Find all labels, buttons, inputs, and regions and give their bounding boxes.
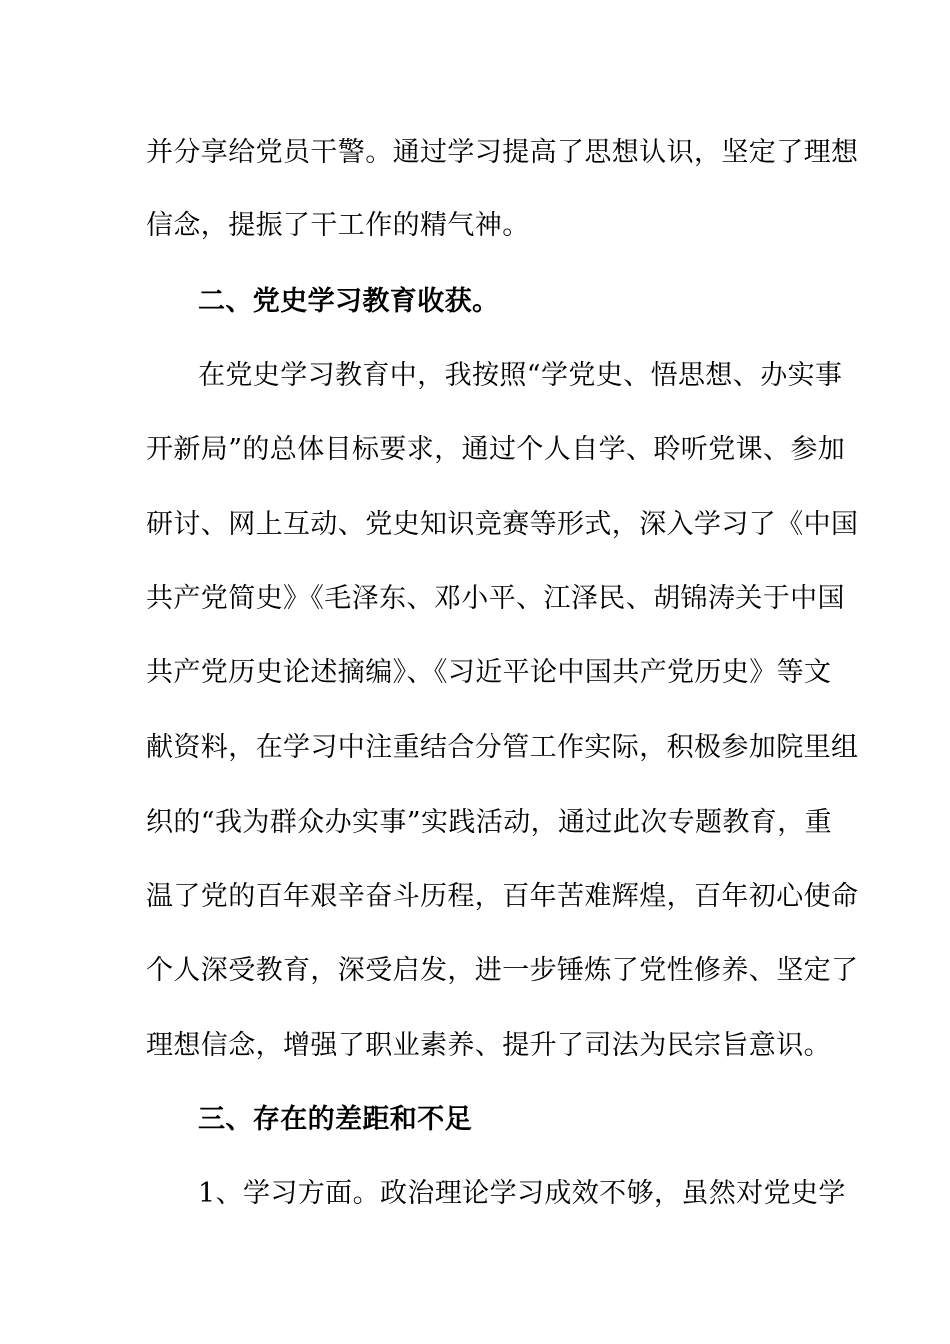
paragraph-line: 1、学习方面。政治理论学习成效不够，虽然对党史学	[198, 1178, 846, 1209]
section-heading: 三、存在的差距和不足	[198, 1104, 472, 1135]
paragraph-line: 并分享给党员干警。通过学习提高了思想认识，坚定了理想	[146, 137, 859, 168]
paragraph-line: 个人深受教育，深受启发，进一步锤炼了党性修养、坚定了	[146, 955, 859, 986]
paragraph-line: 开新局”的总体目标要求，通过个人自学、聆听党课、参加	[146, 434, 846, 465]
paragraph-line: 献资料，在学习中注重结合分管工作实际，积极参加院里组	[146, 732, 859, 763]
section-heading: 二、党史学习教育收获。	[198, 286, 500, 317]
paragraph-line: 信念，提振了干工作的精气神。	[146, 210, 530, 241]
paragraph-line: 理想信念，增强了职业素养、提升了司法为民宗旨意识。	[146, 1030, 831, 1061]
paragraph-line: 织的“我为群众办实事”实践活动，通过此次专题教育，重	[146, 807, 833, 838]
paragraph-line: 共产党历史论述摘编》、《习近平论中国共产党历史》等文	[146, 657, 832, 688]
paragraph-line: 温了党的百年艰辛奋斗历程，百年苦难辉煌，百年初心使命	[146, 881, 859, 912]
paragraph-line: 共产党简史》《毛泽东、邓小平、江泽民、胡锦涛关于中国	[146, 583, 845, 614]
paragraph-line: 在党史学习教育中，我按照“学党史、悟思想、办实事	[198, 360, 843, 391]
paragraph-line: 研讨、网上互动、党史知识竞赛等形式，深入学习了《中国	[146, 509, 859, 540]
